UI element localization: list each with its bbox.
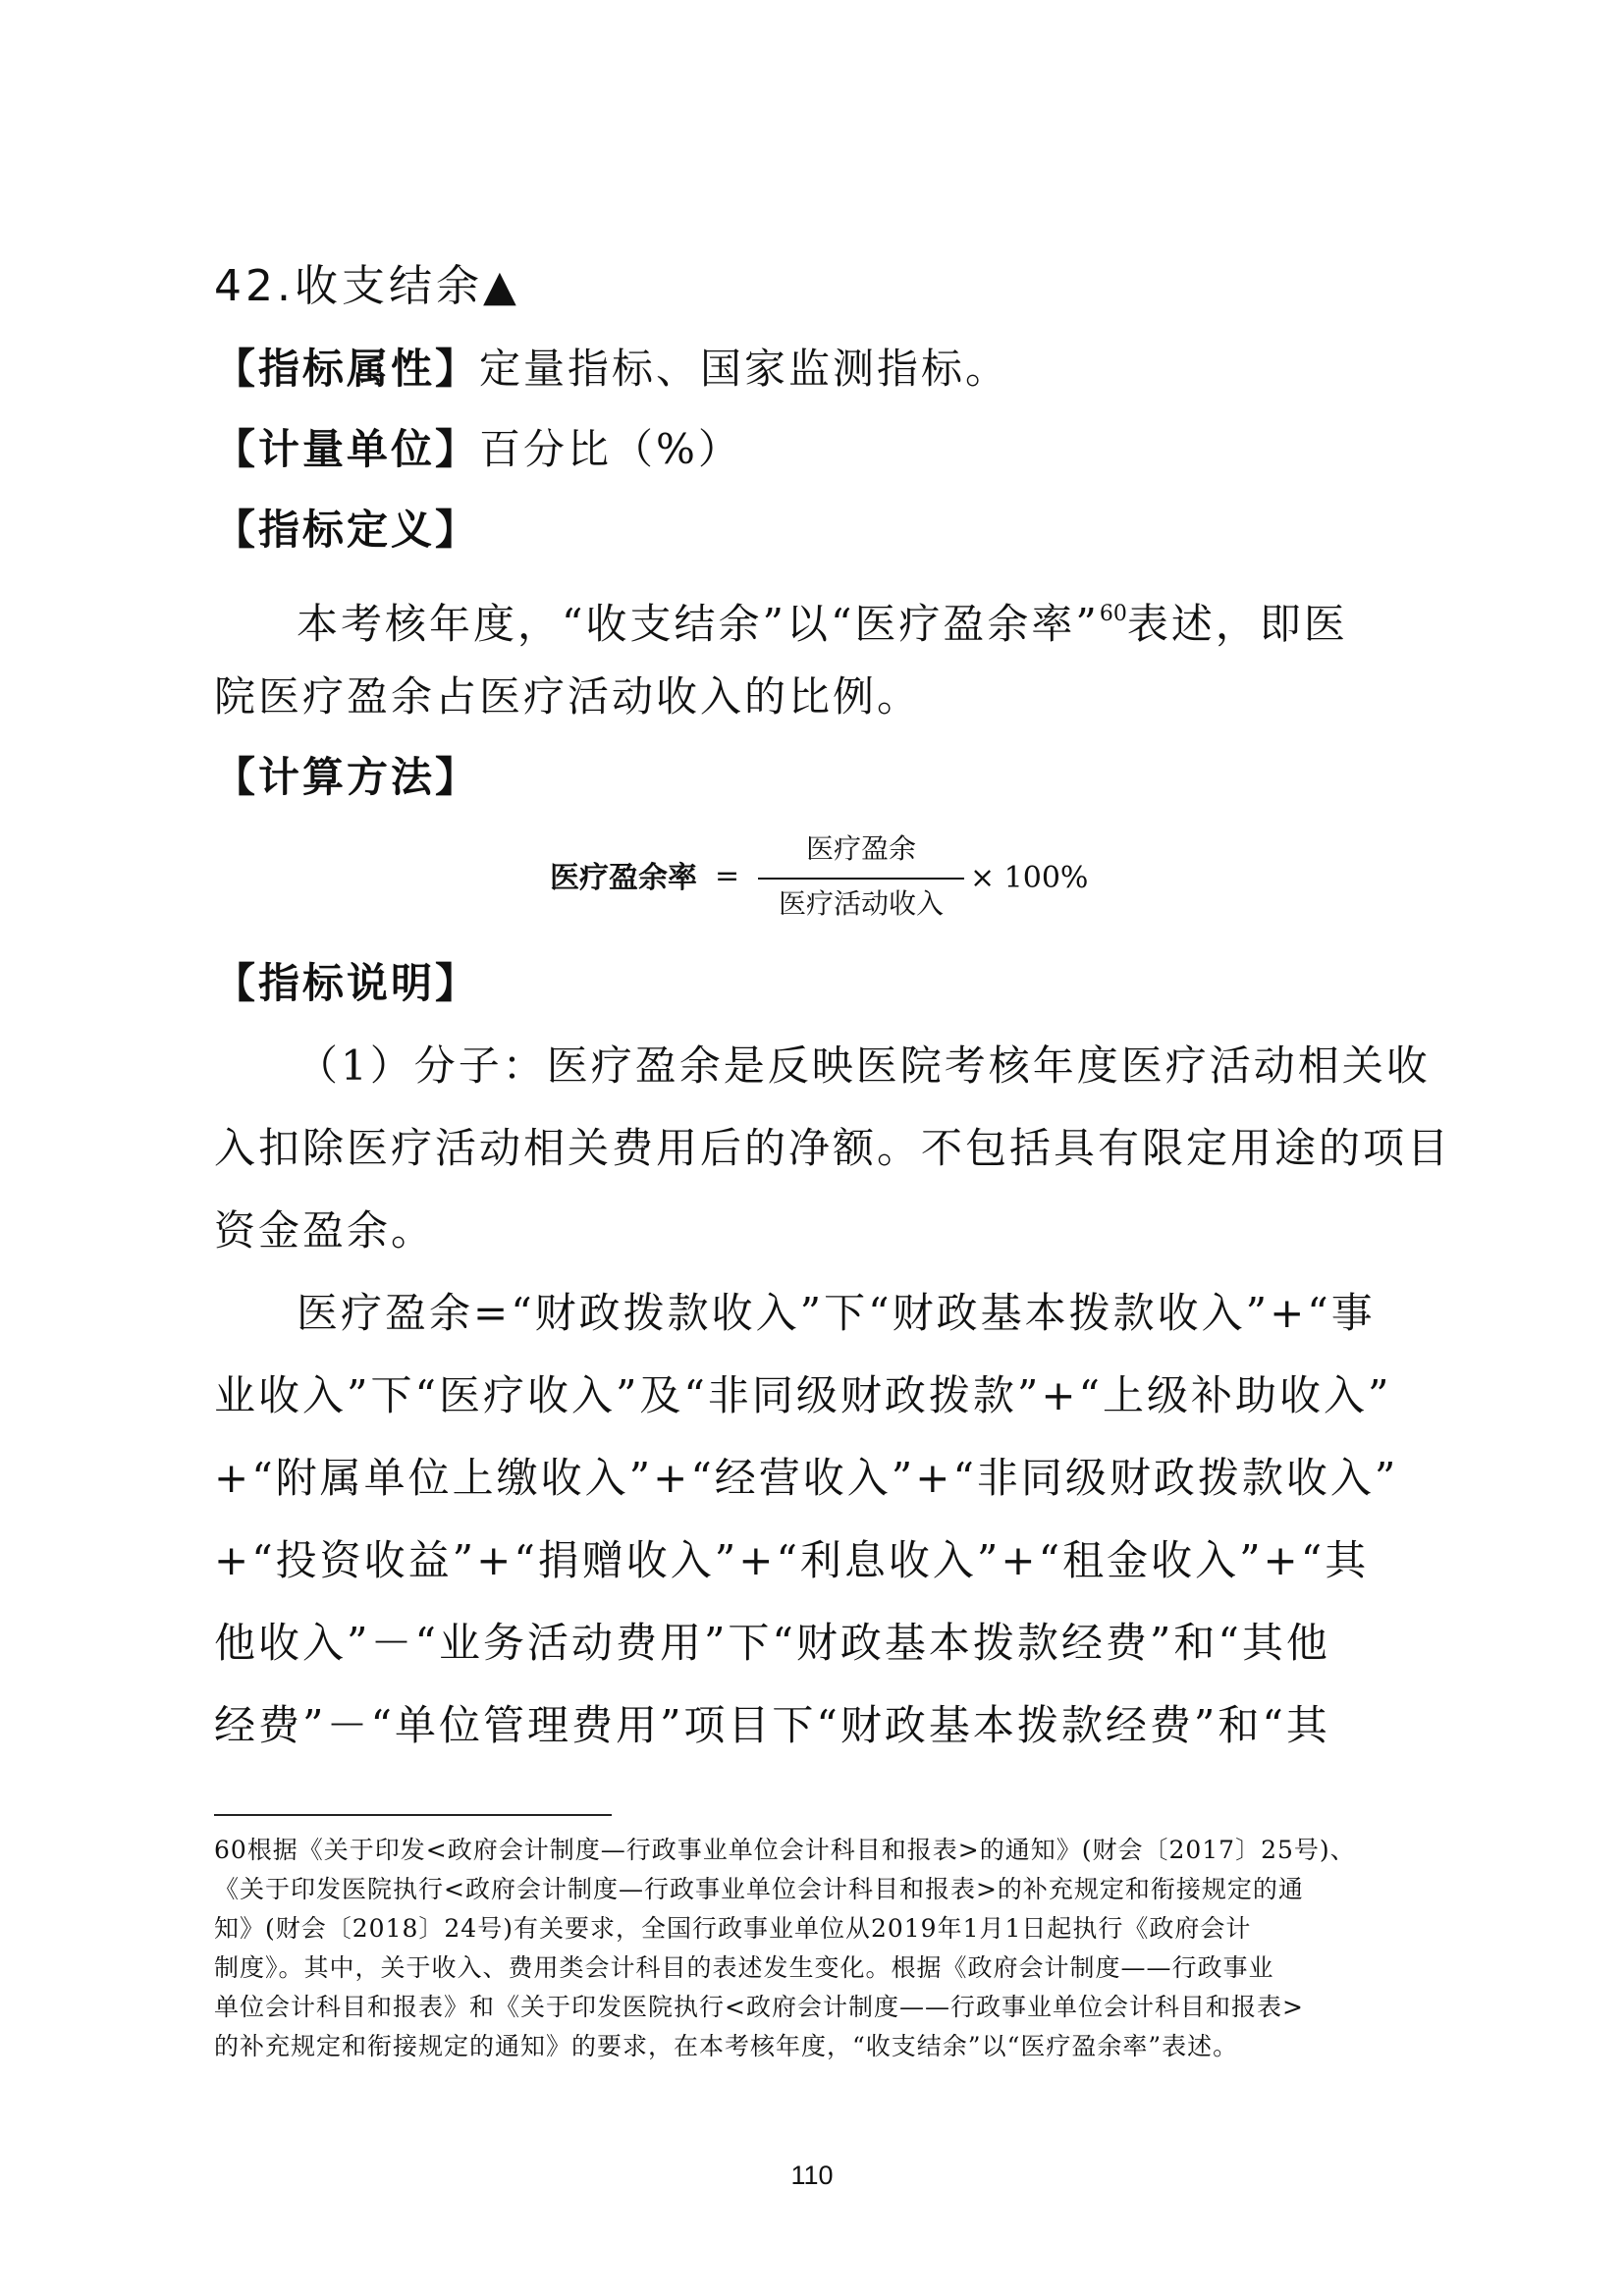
attribute-row: [214, 340, 1422, 399]
footnote-line: 《关于印发医院执行<政府会计制度—行政事业单位会计科目和报表>的补充规定和衔接规定的通: [214, 1875, 1304, 1903]
explanation-line: （1）分子：医疗盈余是反映医院考核年度医疗活动相关收: [297, 1041, 1431, 1090]
explanation-line: 入扣除医疗活动相关费用后的净额。不包括具有限定用途的项目: [214, 1124, 1452, 1172]
explanation-line: 他收入”－“业务活动费用”下“财政基本拨款经费”和“其他: [214, 1619, 1330, 1667]
method-label-row: [214, 748, 1422, 807]
formula-numerator: 医疗盈余: [805, 832, 916, 865]
definition-line-1: [297, 585, 1422, 654]
explanation-label-row: [214, 954, 1422, 1013]
unit-value: 百分比（%）: [479, 425, 742, 473]
footnote-line: 制度》。其中，关于收入、费用类会计科目的表述发生变化。根据《政府会计制度——行政事业: [214, 1953, 1274, 1982]
definition-label: 【指标定义】: [214, 506, 480, 554]
footnote-reference: 60: [1099, 602, 1127, 626]
formula-lhs: 医疗盈余率: [550, 861, 697, 895]
explanation-line: +“附属单位上缴收入”+“经营收入”+“非同级财政拨款收入”: [214, 1454, 1399, 1502]
formula-multiplier: × 100%: [970, 861, 1089, 895]
unit-label: 【计量单位】: [214, 425, 480, 473]
footnote-line: 知》(财会〔2018〕24号)有关要求，全国行政事业单位从2019年1月1日起执行《政府会计: [214, 1914, 1252, 1943]
definition-text-after: 表述，即医: [1126, 600, 1348, 648]
explanation-line: +“投资收益”+“捐赠收入”+“利息收入”+“租金收入”+“其: [214, 1536, 1370, 1584]
explanation-line: 资金盈余。: [214, 1206, 436, 1255]
explanation-line: 医疗盈余=“财政拨款收入”下“财政基本拨款收入”+“事: [297, 1289, 1376, 1337]
footnote-line: 单位会计科目和报表》和《关于印发医院执行<政府会计制度——行政事业单位会计科目和报表>: [214, 1993, 1304, 2021]
definition-text-before: 本考核年度，“收支结余”以“医疗盈余率”: [297, 600, 1100, 648]
formula: [550, 829, 1100, 937]
explanation-line: 业收入”下“医疗收入”及“非同级财政拨款”+“上级补助收入”: [214, 1371, 1392, 1419]
unit-row: [214, 420, 1422, 479]
formula-denominator: 医疗活动收入: [778, 887, 944, 920]
section-heading: 42.收支结余▲: [214, 261, 520, 311]
attribute-value: 定量指标、国家监测指标。: [479, 345, 1010, 393]
definition-line-2: 院医疗盈余占医疗活动收入的比例。: [214, 672, 922, 721]
method-label: 【计算方法】: [214, 753, 480, 801]
definition-label-row: [214, 501, 1422, 560]
footnote-line: 60根据《关于印发<政府会计制度—行政事业单位会计科目和报表>的通知》(财会〔2017〕25号)、: [214, 1836, 1356, 1864]
attribute-label: 【指标属性】: [214, 345, 480, 393]
fraction-bar: [758, 878, 964, 880]
explanation-label: 【指标说明】: [214, 959, 480, 1007]
footnote-line: 的补充规定和衔接规定的通知》的要求，在本考核年度，“收支结余”以“医疗盈余率”表述。: [214, 2032, 1239, 2060]
formula-equals: =: [715, 859, 740, 893]
footnote-divider: [214, 1814, 612, 1816]
page-number: 110: [790, 2161, 834, 2190]
explanation-line: 经费”－“单位管理费用”项目下“财政基本拨款经费”和“其: [214, 1701, 1330, 1749]
